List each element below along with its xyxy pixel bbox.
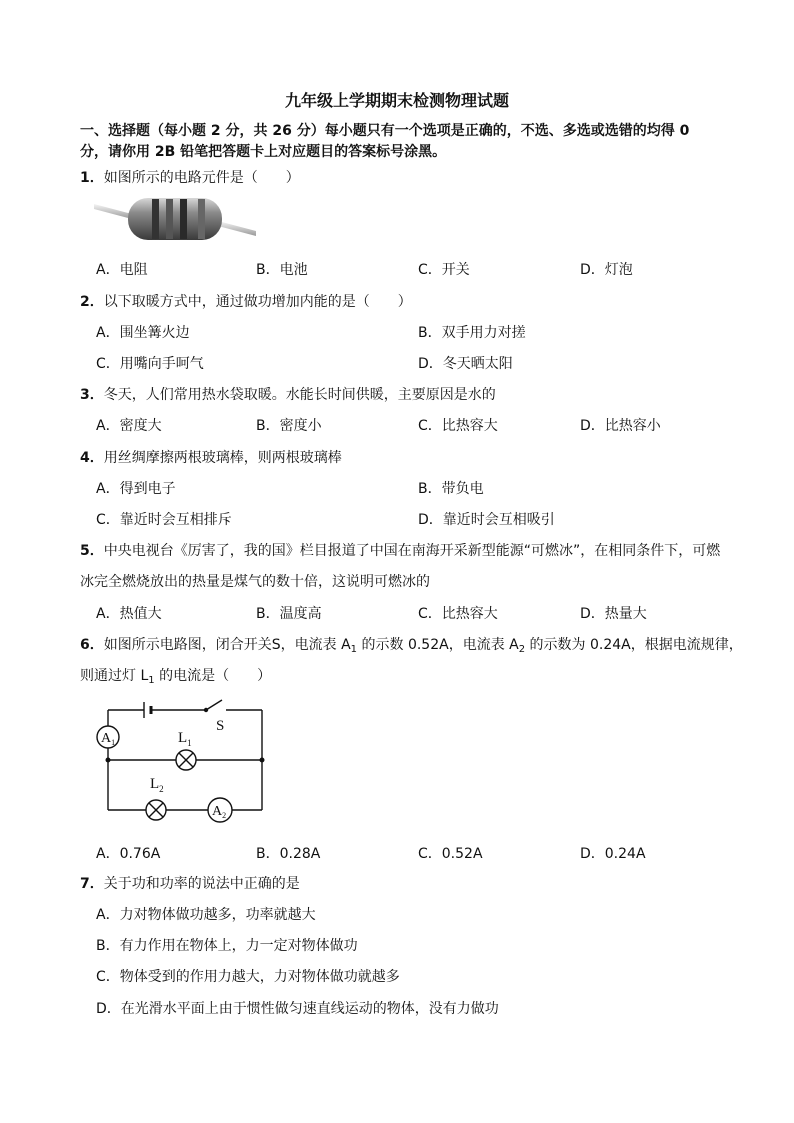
- option-4d: D．靠近时会互相吸引: [418, 512, 555, 528]
- circuit-diagram: [94, 696, 274, 826]
- option-3b: B．密度小: [256, 418, 322, 434]
- option-4c: C．靠近时会互相排斥: [96, 512, 232, 528]
- question-3: [80, 384, 496, 404]
- option-1c: C．开关: [418, 262, 470, 278]
- question-text: 如图所示的电路元件是（ ）: [103, 170, 300, 186]
- option-2d: D．冬天晒太阳: [418, 356, 513, 372]
- question-2: [80, 291, 412, 311]
- option-1b: B．电池: [256, 262, 308, 278]
- option-2c: C．用嘴向手呵气: [96, 356, 204, 372]
- ammeter-a1-label: $A_1$: [101, 731, 116, 747]
- section-heading-line2: 分，请你用 2B 铅笔把答题卡上对应题目的答案标号涂黑。: [80, 144, 447, 160]
- option-3a: A．密度大: [96, 418, 162, 434]
- question-number: 5．: [80, 543, 104, 559]
- question-text-line1: 中央电视台《厉害了，我的国》栏目报道了中国在南海开采新型能源“可燃冰”，在相同条件下，可燃: [103, 543, 721, 559]
- option-6c: C．0.52A: [418, 846, 483, 862]
- option-6b: B．0.28A: [256, 846, 321, 862]
- option-7b: B．有力作用在物体上，力一定对物体做功: [96, 938, 358, 954]
- option-6a: A．0.76A: [96, 846, 161, 862]
- question-text: 用丝绸摩擦两根玻璃棒，则两根玻璃棒: [103, 450, 342, 466]
- option-2b: B．双手用力对搓: [418, 325, 526, 341]
- option-7d: D．在光滑水平面上由于惯性做匀速直线运动的物体，没有力做功: [96, 1001, 499, 1017]
- option-7a: A．力对物体做功越多，功率就越大: [96, 907, 316, 923]
- question-number: 7．: [80, 876, 104, 892]
- question-number: 1．: [80, 170, 104, 186]
- option-2a: A．围坐篝火边: [96, 325, 190, 341]
- option-5b: B．温度高: [256, 606, 322, 622]
- option-6d: D．0.24A: [580, 846, 646, 862]
- option-5a: A．热值大: [96, 606, 162, 622]
- option-7c: C．物体受到的作用力越大，力对物体做功就越多: [96, 969, 400, 985]
- question-number: 6．: [80, 637, 104, 653]
- question-text: 冬天，人们常用热水袋取暖。水能长时间供暖，主要原因是水的: [103, 387, 496, 403]
- question-6: 6．如图所示电路图，闭合开关S，电流表 $A_1$ 的示数 0.52A，电流表 $A_2$ 的示数为 0.24A，根据电流规律，: [80, 637, 743, 655]
- option-3d: D．比热容小: [580, 418, 661, 434]
- option-1a: A．电阻: [96, 262, 148, 278]
- question-text: 关于功和功率的说法中正确的是: [103, 876, 300, 892]
- question-5: [80, 540, 720, 560]
- question-7: [80, 873, 300, 893]
- resistor-image: [90, 190, 260, 250]
- question-5-line2: 冰完全燃烧放出的热量是煤气的数十倍，这说明可燃冰的: [80, 574, 430, 590]
- question-number: 4．: [80, 450, 104, 466]
- option-4a: A．得到电子: [96, 481, 176, 497]
- section-heading-line1: 一、选择题（每小题 2 分，共 26 分）每小题只有一个选项是正确的，不选、多选或选错的均得 0: [80, 123, 690, 139]
- lamp-l2-label: $L_2$: [150, 776, 164, 794]
- question-number: 2．: [80, 294, 104, 310]
- lamp-l1-label: $L_1$: [178, 730, 192, 748]
- page-title: 九年级上学期期末检测物理试题: [284, 91, 509, 110]
- option-5c: C．比热容大: [418, 606, 498, 622]
- question-text: 以下取暖方式中，通过做功增加内能的是（ ）: [103, 294, 412, 310]
- option-4b: B．带负电: [418, 481, 484, 497]
- option-3c: C．比热容大: [418, 418, 498, 434]
- question-1: [80, 167, 300, 187]
- question-4: [80, 447, 342, 467]
- question-number: 3．: [80, 387, 104, 403]
- option-1d: D．灯泡: [580, 262, 633, 278]
- ammeter-a2-label: $A_2$: [212, 804, 227, 820]
- question-6-line2: 则通过灯 $L_1$ 的电流是（ ）: [80, 668, 272, 686]
- option-5d: D．热量大: [580, 606, 647, 622]
- switch-s-label: S: [216, 718, 225, 734]
